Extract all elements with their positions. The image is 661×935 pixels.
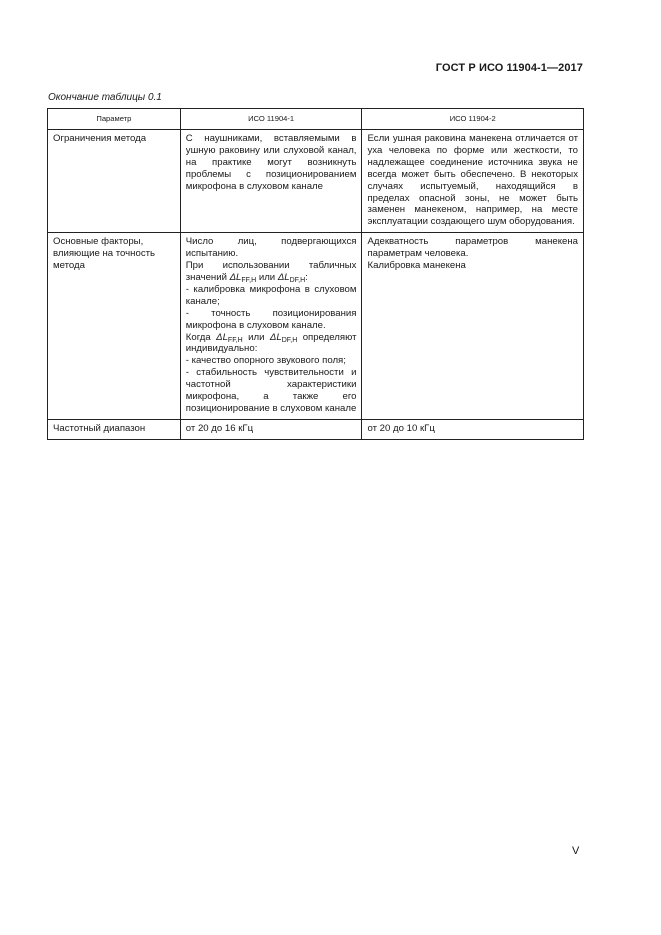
symbol-delta-l: ΔL (277, 271, 290, 283)
subscript: FF,H (227, 336, 243, 344)
document-code-header: ГОСТ Р ИСО 11904-1—2017 (435, 62, 583, 74)
factor-paragraph (186, 332, 357, 356)
page-number: V (572, 845, 580, 857)
table-row (48, 233, 584, 420)
comparison-table (47, 108, 584, 440)
text-fragment: или (256, 271, 278, 283)
list-item: - точность позиционирования микрофона в слуховом канале. (185, 307, 357, 331)
row-param-cell: Частотный диапазон (48, 419, 181, 439)
row-iso1-cell: от 20 до 16 кГц (180, 419, 362, 439)
row-iso1-cell: С наушниками, вставляемыми в ушную раковину или слуховой канал, на практике могут возникнуть проблемы с позиционированием микрофона в слуховом канале (180, 130, 362, 233)
text-fragment: определяют индивидуально: (185, 331, 357, 355)
factor-paragraph: Калибровка манекена (367, 260, 466, 272)
subscript: DF,H (289, 276, 306, 284)
symbol-delta-l: ΔL (269, 331, 282, 343)
column-header-iso-2: ИСО 11904-2 (362, 109, 584, 130)
row-iso2-cell: от 20 до 10 кГц (362, 419, 584, 439)
symbol-delta-l: ΔL (216, 331, 228, 343)
factor-paragraph (186, 260, 357, 284)
list-item: - стабильность чувствительности и частотной характеристики микрофона, а также его позиционирование в слуховом канале (185, 367, 357, 414)
subscript: DF,H (281, 336, 298, 344)
factor-paragraph: Число лиц, подвергающихся испытанию. (185, 236, 357, 260)
row-iso2-cell: Если ушная раковина манекена отличается от уха человека по форме или жесткости, то надлежащее соединение источника звука не всегда может быть обеспечено. В некоторых случаях испытуемый, находящийся в пределах опасной зоны, не может быть заменен манекеном, например, на месте эксплуатации создающего шум оборудования. (362, 130, 584, 233)
table-row (48, 419, 584, 439)
factor-paragraph: Адекватность параметров манекена параметрам человека. (367, 236, 578, 260)
row-iso2-cell (362, 233, 584, 420)
column-header-iso-1: ИСО 11904-1 (180, 109, 362, 130)
subscript: FF,H (241, 276, 257, 284)
text-fragment: : (305, 271, 308, 283)
list-item: - калибровка микрофона в слуховом канале; (185, 283, 357, 307)
text-fragment: Когда (185, 331, 217, 343)
row-param-cell: Основные факторы, влияющие на точность метода (48, 233, 181, 420)
row-iso1-cell (180, 233, 362, 420)
symbol-delta-l: ΔL (229, 271, 242, 283)
list-item: - качество опорного звукового поля; (185, 355, 346, 367)
text-fragment: или (242, 331, 270, 343)
table-caption: Окончание таблицы 0.1 (48, 92, 162, 103)
column-header-parameter: Параметр (48, 109, 181, 130)
row-param-cell: Ограничения метода (48, 130, 181, 233)
table-header-row (48, 109, 584, 130)
table-row (48, 130, 584, 233)
text-fragment: При использовании табличных значений (185, 260, 357, 283)
